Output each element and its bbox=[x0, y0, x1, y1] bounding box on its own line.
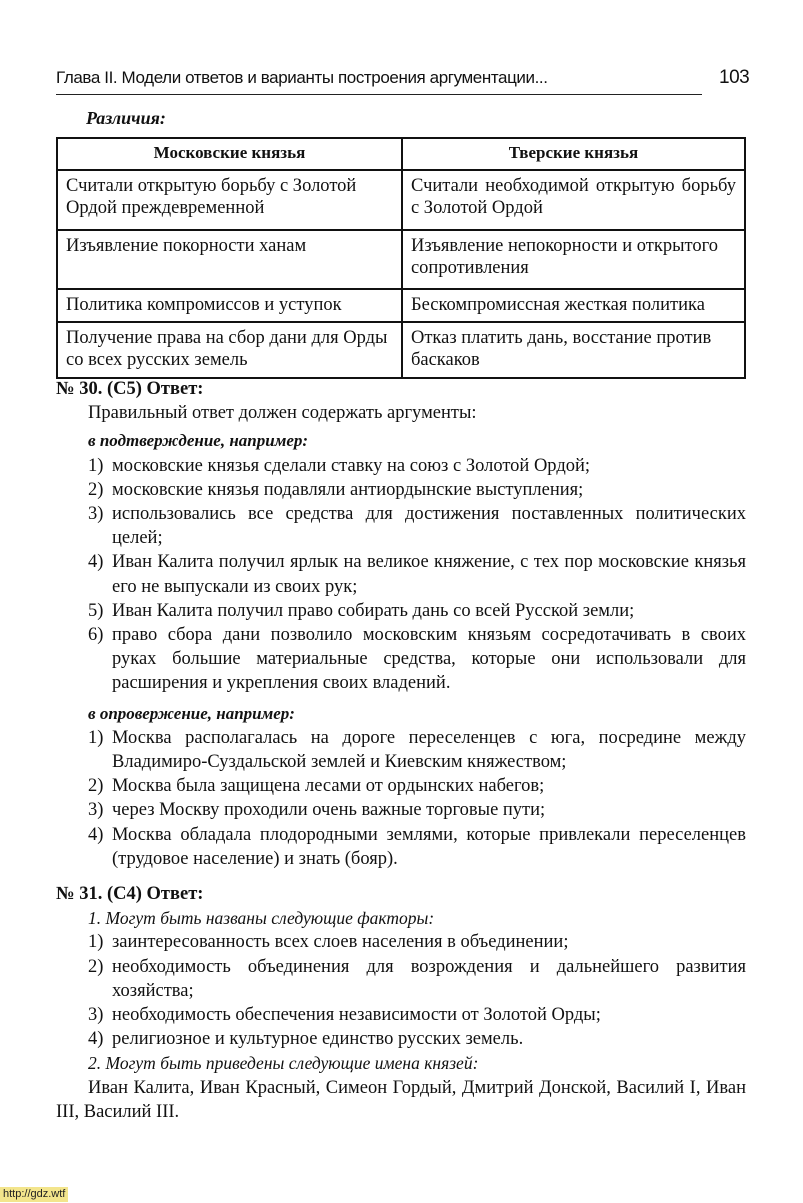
item-text: необходимость обеспечения независимости от Золотой Орды; bbox=[112, 1005, 601, 1026]
list-item bbox=[56, 502, 756, 550]
list-item bbox=[56, 454, 756, 478]
item-text: право сбора дани позволило московским князьям сосредотачивать в своих руках большие материальные средства, которые они использовали для расширения и укрепления своих владений. bbox=[112, 625, 746, 694]
refute-label: в опровержение, например: bbox=[88, 703, 295, 723]
item-number: 1) bbox=[88, 932, 104, 953]
refute-list bbox=[56, 726, 756, 871]
question-30-intro: Правильный ответ должен содержать аргументы: bbox=[88, 403, 477, 424]
differences-table bbox=[56, 137, 746, 379]
list-item bbox=[56, 599, 756, 623]
list-item bbox=[56, 774, 756, 798]
item-number: 3) bbox=[88, 800, 104, 821]
item-text: через Москву проходили очень важные торговые пути; bbox=[112, 800, 546, 821]
running-title: Глава II. Модели ответов и варианты построения аргументации... bbox=[56, 68, 548, 87]
item-text: Москва обладала плодородными землями, которые привлекали переселенцев (трудовое население) и знать (бояр). bbox=[112, 824, 746, 869]
question-30 bbox=[56, 377, 756, 871]
factors-label: 1. Могут быть названы следующие факторы: bbox=[88, 908, 435, 929]
item-number: 4) bbox=[88, 1029, 104, 1050]
table-cell: Политика компромиссов и уступок bbox=[57, 289, 402, 322]
table-cell: Считали открытую борьбу с Золотой Ордой преждевременной bbox=[57, 170, 402, 230]
item-text: Иван Калита получил право собирать дань со всей Русской земли; bbox=[112, 600, 635, 621]
item-text: Иван Калита получил ярлык на великое княжение, с тех пор московские князья его не выпускали из своих рук; bbox=[112, 552, 746, 597]
table-row bbox=[57, 322, 745, 378]
item-text: заинтересованность всех слоев населения в объединении; bbox=[112, 932, 569, 953]
column-header: Тверские князья bbox=[402, 138, 745, 170]
item-text: использовались все средства для достижения поставленных политических целей; bbox=[112, 504, 746, 549]
list-item bbox=[56, 1027, 756, 1051]
table-cell: Бескомпромиссная жесткая политика bbox=[402, 289, 745, 322]
item-number: 4) bbox=[88, 552, 104, 573]
item-text: религиозное и культурное единство русских земель. bbox=[112, 1029, 524, 1050]
item-number: 2) bbox=[88, 776, 104, 797]
item-number: 6) bbox=[88, 625, 104, 646]
list-item bbox=[56, 823, 756, 871]
table-header-row bbox=[57, 138, 745, 170]
item-text: московские князья сделали ставку на союз с Золотой Ордой; bbox=[112, 455, 591, 476]
confirm-label: в подтверждение, например: bbox=[88, 431, 309, 451]
item-number: 2) bbox=[88, 479, 104, 500]
table-row bbox=[57, 230, 745, 289]
table-cell: Изъявление непокорности и открытого сопротивления bbox=[402, 230, 745, 289]
question-30-title: № 30. (С5) Ответ: bbox=[56, 379, 204, 399]
names-label: 2. Могут быть приведены следующие имена князей: bbox=[88, 1053, 479, 1074]
item-number: 3) bbox=[88, 1005, 104, 1026]
differences-heading: Различия: bbox=[86, 108, 166, 128]
table-row bbox=[57, 289, 745, 322]
item-text: московские князья подавляли антиордынские выступления; bbox=[112, 479, 584, 500]
table-row bbox=[57, 170, 745, 230]
item-number: 2) bbox=[88, 956, 104, 977]
item-number: 3) bbox=[88, 504, 104, 525]
list-item bbox=[56, 798, 756, 822]
item-number: 1) bbox=[88, 455, 104, 476]
item-number: 5) bbox=[88, 600, 104, 621]
running-header bbox=[56, 64, 702, 95]
column-header: Московские князья bbox=[57, 138, 402, 170]
question-31-title: № 31. (С4) Ответ: bbox=[56, 884, 204, 904]
item-text: Москва располагалась на дороге переселенцев с юга, посредине между Владимиро-Суздальской землей и Киевским княжеством; bbox=[112, 727, 746, 773]
item-text: необходимость объединения для возрождения и дальнейшего развития хозяйства; bbox=[112, 956, 746, 1001]
table-cell: Считали необходимой открытую борьбу с Золотой Ордой bbox=[402, 170, 745, 230]
table-cell: Отказ платить дань, восстание против баскаков bbox=[402, 322, 745, 378]
item-number: 4) bbox=[88, 824, 104, 845]
item-number: 1) bbox=[88, 727, 104, 748]
list-item bbox=[56, 478, 756, 502]
list-item bbox=[56, 550, 756, 598]
princes-names: Иван Калита, Иван Красный, Симеон Гордый, Дмитрий Донской, Василий I, Иван III, Василий III. bbox=[56, 1077, 746, 1122]
page-number: 103 bbox=[719, 67, 750, 88]
watermark-link[interactable]: http://gdz.wtf bbox=[0, 1187, 68, 1202]
list-item bbox=[56, 955, 756, 1003]
confirm-list bbox=[56, 454, 756, 696]
table-cell: Изъявление покорности ханам bbox=[57, 230, 402, 289]
list-item bbox=[56, 726, 756, 774]
item-text: Москва была защищена лесами от ордынских набегов; bbox=[112, 776, 545, 797]
question-31 bbox=[56, 882, 756, 1124]
table-cell: Получение права на сбор дани для Орды со всех русских земель bbox=[57, 322, 402, 378]
list-item bbox=[56, 1003, 756, 1027]
list-item bbox=[56, 930, 756, 954]
list-item bbox=[56, 623, 756, 696]
factors-list bbox=[56, 930, 756, 1051]
